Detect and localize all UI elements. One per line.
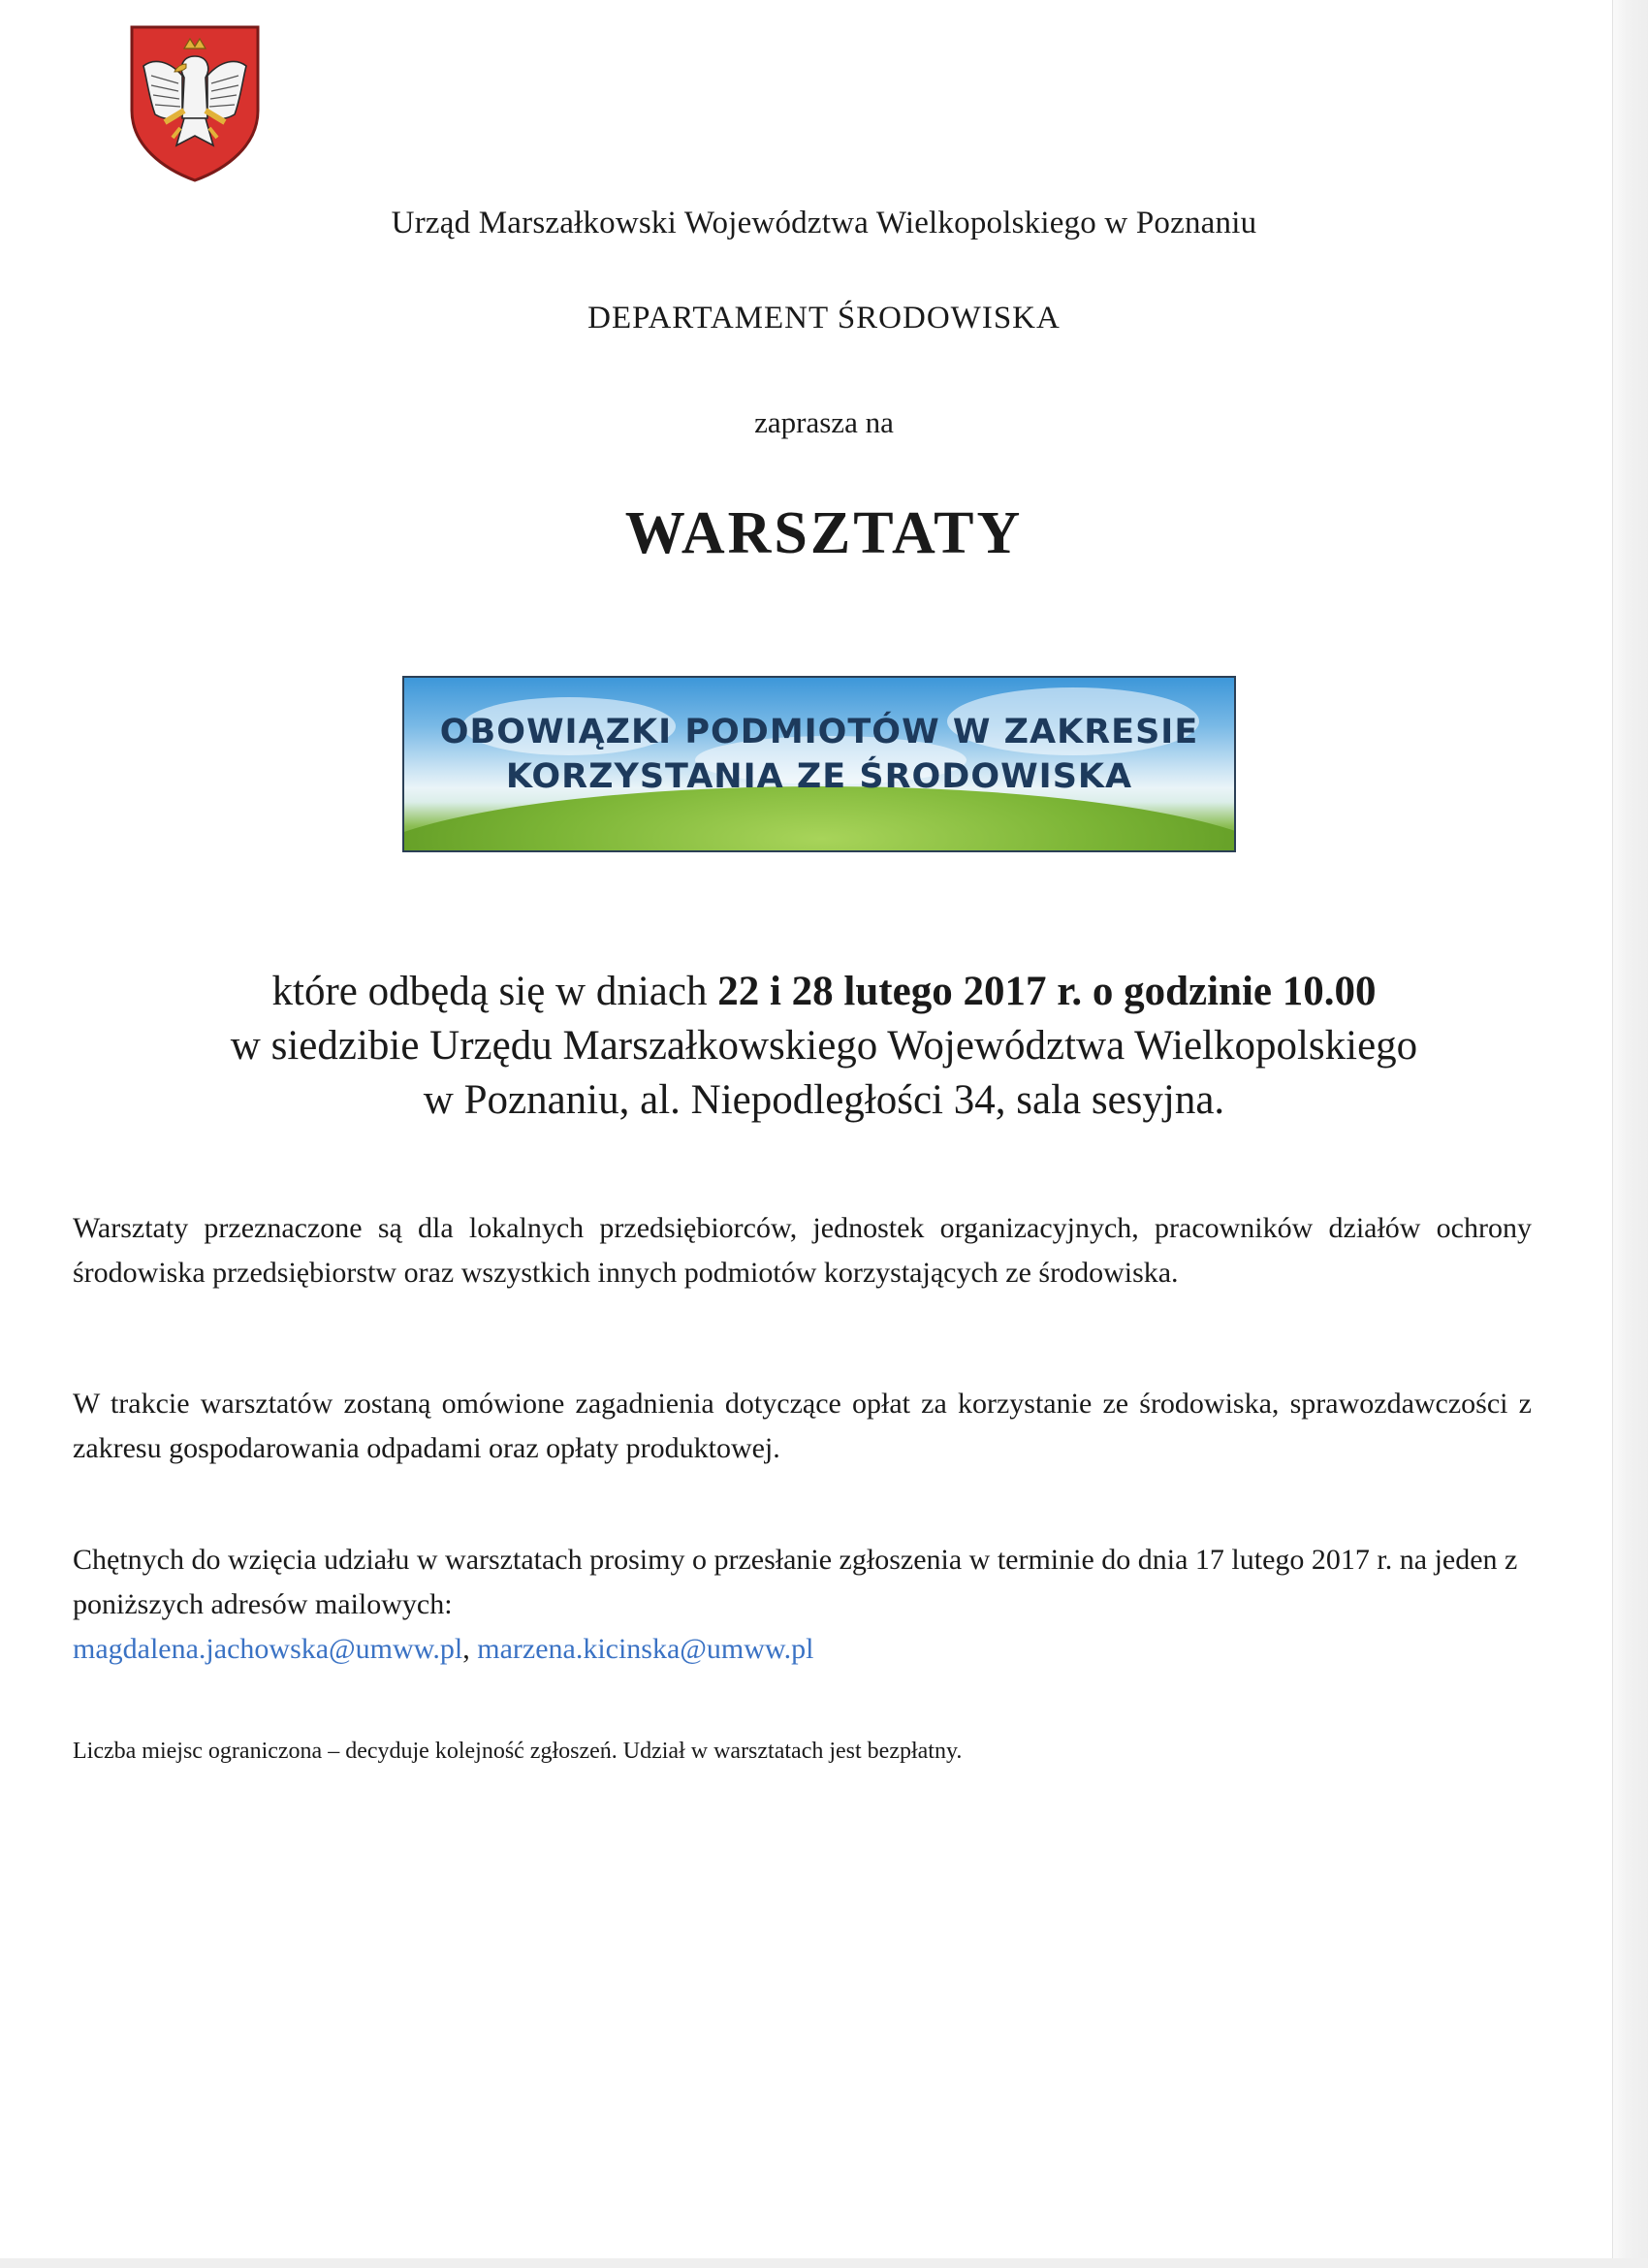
event-date-bold: 22 i 28 lutego 2017 r. o godzinie 10.00 bbox=[717, 969, 1377, 1014]
invite-text: zaprasza na bbox=[754, 405, 894, 439]
topic-banner bbox=[402, 676, 1236, 852]
department-name: DEPARTAMENT ŚRODOWISKA bbox=[587, 301, 1061, 335]
email-link-kicinska[interactable]: marzena.kicinska@umww.pl bbox=[477, 1633, 814, 1665]
event-venue-line: w siedzibie Urzędu Marszałkowskiego Województwa Wielkopolskiego bbox=[230, 1023, 1418, 1069]
scan-edge-bottom bbox=[0, 2258, 1648, 2268]
paragraph-audience: Warsztaty przeznaczone są dla lokalnych przedsiębiorców, jednostek organizacyjnych, pracowników działów ochrony środowiska przedsiębiorstw oraz wszystkich innych podmiotów korzystających ze środowiska. bbox=[73, 1212, 1532, 1289]
event-date-line bbox=[0, 965, 1648, 1019]
email-separator: , bbox=[462, 1633, 478, 1665]
banner-line-2: KORZYSTANIA ZE ŚRODOWISKA bbox=[505, 757, 1133, 796]
coat-of-arms-eagle-icon bbox=[126, 21, 264, 184]
footer-note: Liczba miejsc ograniczona – decyduje kolejność zgłoszeń. Udział w warsztatach jest bezpłatny. bbox=[73, 1739, 963, 1764]
event-address-line: w Poznaniu, al. Niepodległości 34, sala sesyjna. bbox=[423, 1077, 1225, 1123]
registration-text: Chętnych do wzięcia udziału w warsztatach prosimy o przesłanie zgłoszenia w terminie do dnia 17 lutego 2017 r. na jeden z poniższych adresów mailowych: bbox=[73, 1544, 1518, 1620]
paragraph-topics: W trakcie warsztatów zostaną omówione zagadnienia dotyczące opłat za korzystanie ze środowiska, sprawozdawczości z zakresu gospodarowania odpadami oraz opłaty produktowej. bbox=[73, 1388, 1532, 1464]
office-name: Urząd Marszałkowski Województwa Wielkopolskiego w Poznaniu bbox=[391, 206, 1257, 240]
banner-line-1: OBOWIĄZKI PODMIOTÓW W ZAKRESIE bbox=[439, 713, 1199, 751]
page-title: WARSZTATY bbox=[624, 500, 1024, 566]
scan-edge bbox=[1612, 0, 1648, 2268]
event-date-prefix: które odbędą się w dniach bbox=[271, 969, 718, 1014]
email-link-jachowska[interactable]: magdalena.jachowska@umww.pl bbox=[73, 1633, 463, 1665]
paragraph-registration bbox=[73, 1538, 1532, 1672]
